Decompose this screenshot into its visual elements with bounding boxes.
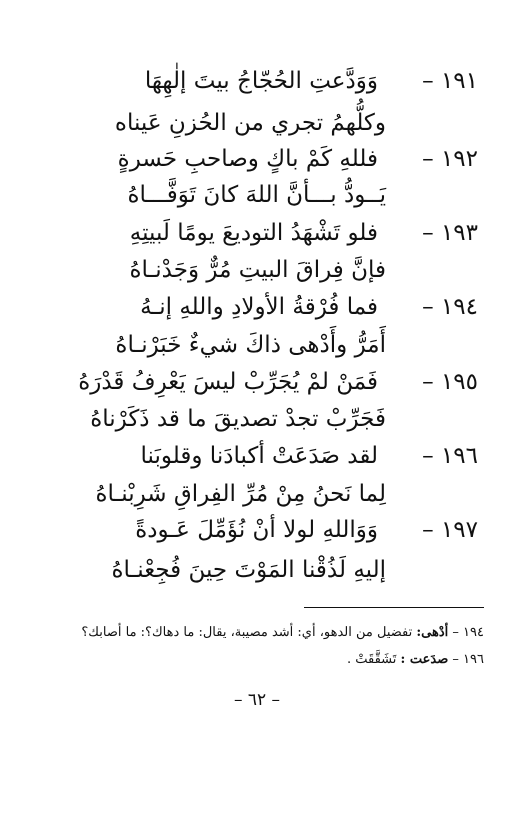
verse-number: ١٩٦ – [422,443,478,469]
verse-first-hemistich [46,66,478,96]
verse-first-hemistich [46,218,478,248]
verse-second-hemistich: إليهِ لَذُقْنا المَوْتَ حِينَ فُجِعْنـاهُ [111,557,386,583]
page-number: – ٦٢ – [233,690,281,710]
footnote [24,651,484,669]
verse-first-hemistich [46,367,478,397]
footnote [24,624,484,642]
verse-number: ١٩٢ – [422,146,478,172]
footnote-number: ١٩٦ – [452,652,484,667]
verse-second-hemistich: وكلُّهمُ تجري من الحُزنِ عَيناه [114,110,386,136]
verse-number: ١٩١ – [422,68,478,94]
verse-number: ١٩٧ – [422,517,478,543]
verse-number: ١٩٥ – [422,369,478,395]
footnote-number: ١٩٤ – [452,625,484,640]
verse-text: لقد صَدَعَتْ أكبادَنا وقلوبَنا [140,443,378,469]
verse-first-hemistich [46,292,478,322]
verse-first-hemistich [46,144,478,174]
verse-number: ١٩٤ – [422,294,478,320]
verse-second-hemistich: أَمَرُّ وأَدْهى ذاكَ شيءٌ خَبَرْنـاهُ [115,332,386,358]
footnote-term: صدَعت : [400,652,449,667]
verse-text: فما فُرْقةُ الأولادِ واللهِ إنـهُ [140,294,378,320]
verse-second-hemistich: يَــودُّ بـــأنَّ اللهَ كانَ تَوَفَّـــاهُ [127,182,386,208]
verse-text: وَوَاللهِ لولا أنْ نُؤَمِّلَ عَـودةً [135,517,378,543]
verse-text: فَمَنْ لمْ يُجَرِّبْ ليسَ يَعْرِفُ قَدْرَهُ [78,369,378,395]
verse-first-hemistich [46,515,478,545]
footnote-text: تَشَقَّقَتْ . [347,652,397,667]
verse-text: فللهِ كَمْ باكٍ وصاحبِ حَسرةٍ [117,146,378,172]
footnote-term: أدْهى: [416,625,449,640]
verse-first-hemistich [46,441,478,471]
footnote-text: تفضيل من الدهو، أي: أشد مصيبة، يقال: ما دهاك؟: ما أصابك؟ [81,625,413,640]
footnote-divider [304,607,484,608]
verse-second-hemistich: فإنَّ فِراقَ البيتِ مُرٌّ وَجَدْنـاهُ [129,257,386,283]
verse-second-hemistich: لِما نَحنُ مِنْ مُرِّ الفِراقِ شَرِبْنـاهُ [95,481,386,507]
verse-text: فلو تَشْهَدُ التوديعَ يومًا لَبيتِهِ [129,220,378,246]
verse-second-hemistich: فَجَرِّبْ تجدْ تصديقَ ما قد ذَكَرْناهُ [90,406,386,432]
verse-text: وَوَدَّعتِ الحُجّاجُ بيتَ إلٰهِهَا [144,68,378,94]
verse-number: ١٩٣ – [422,220,478,246]
